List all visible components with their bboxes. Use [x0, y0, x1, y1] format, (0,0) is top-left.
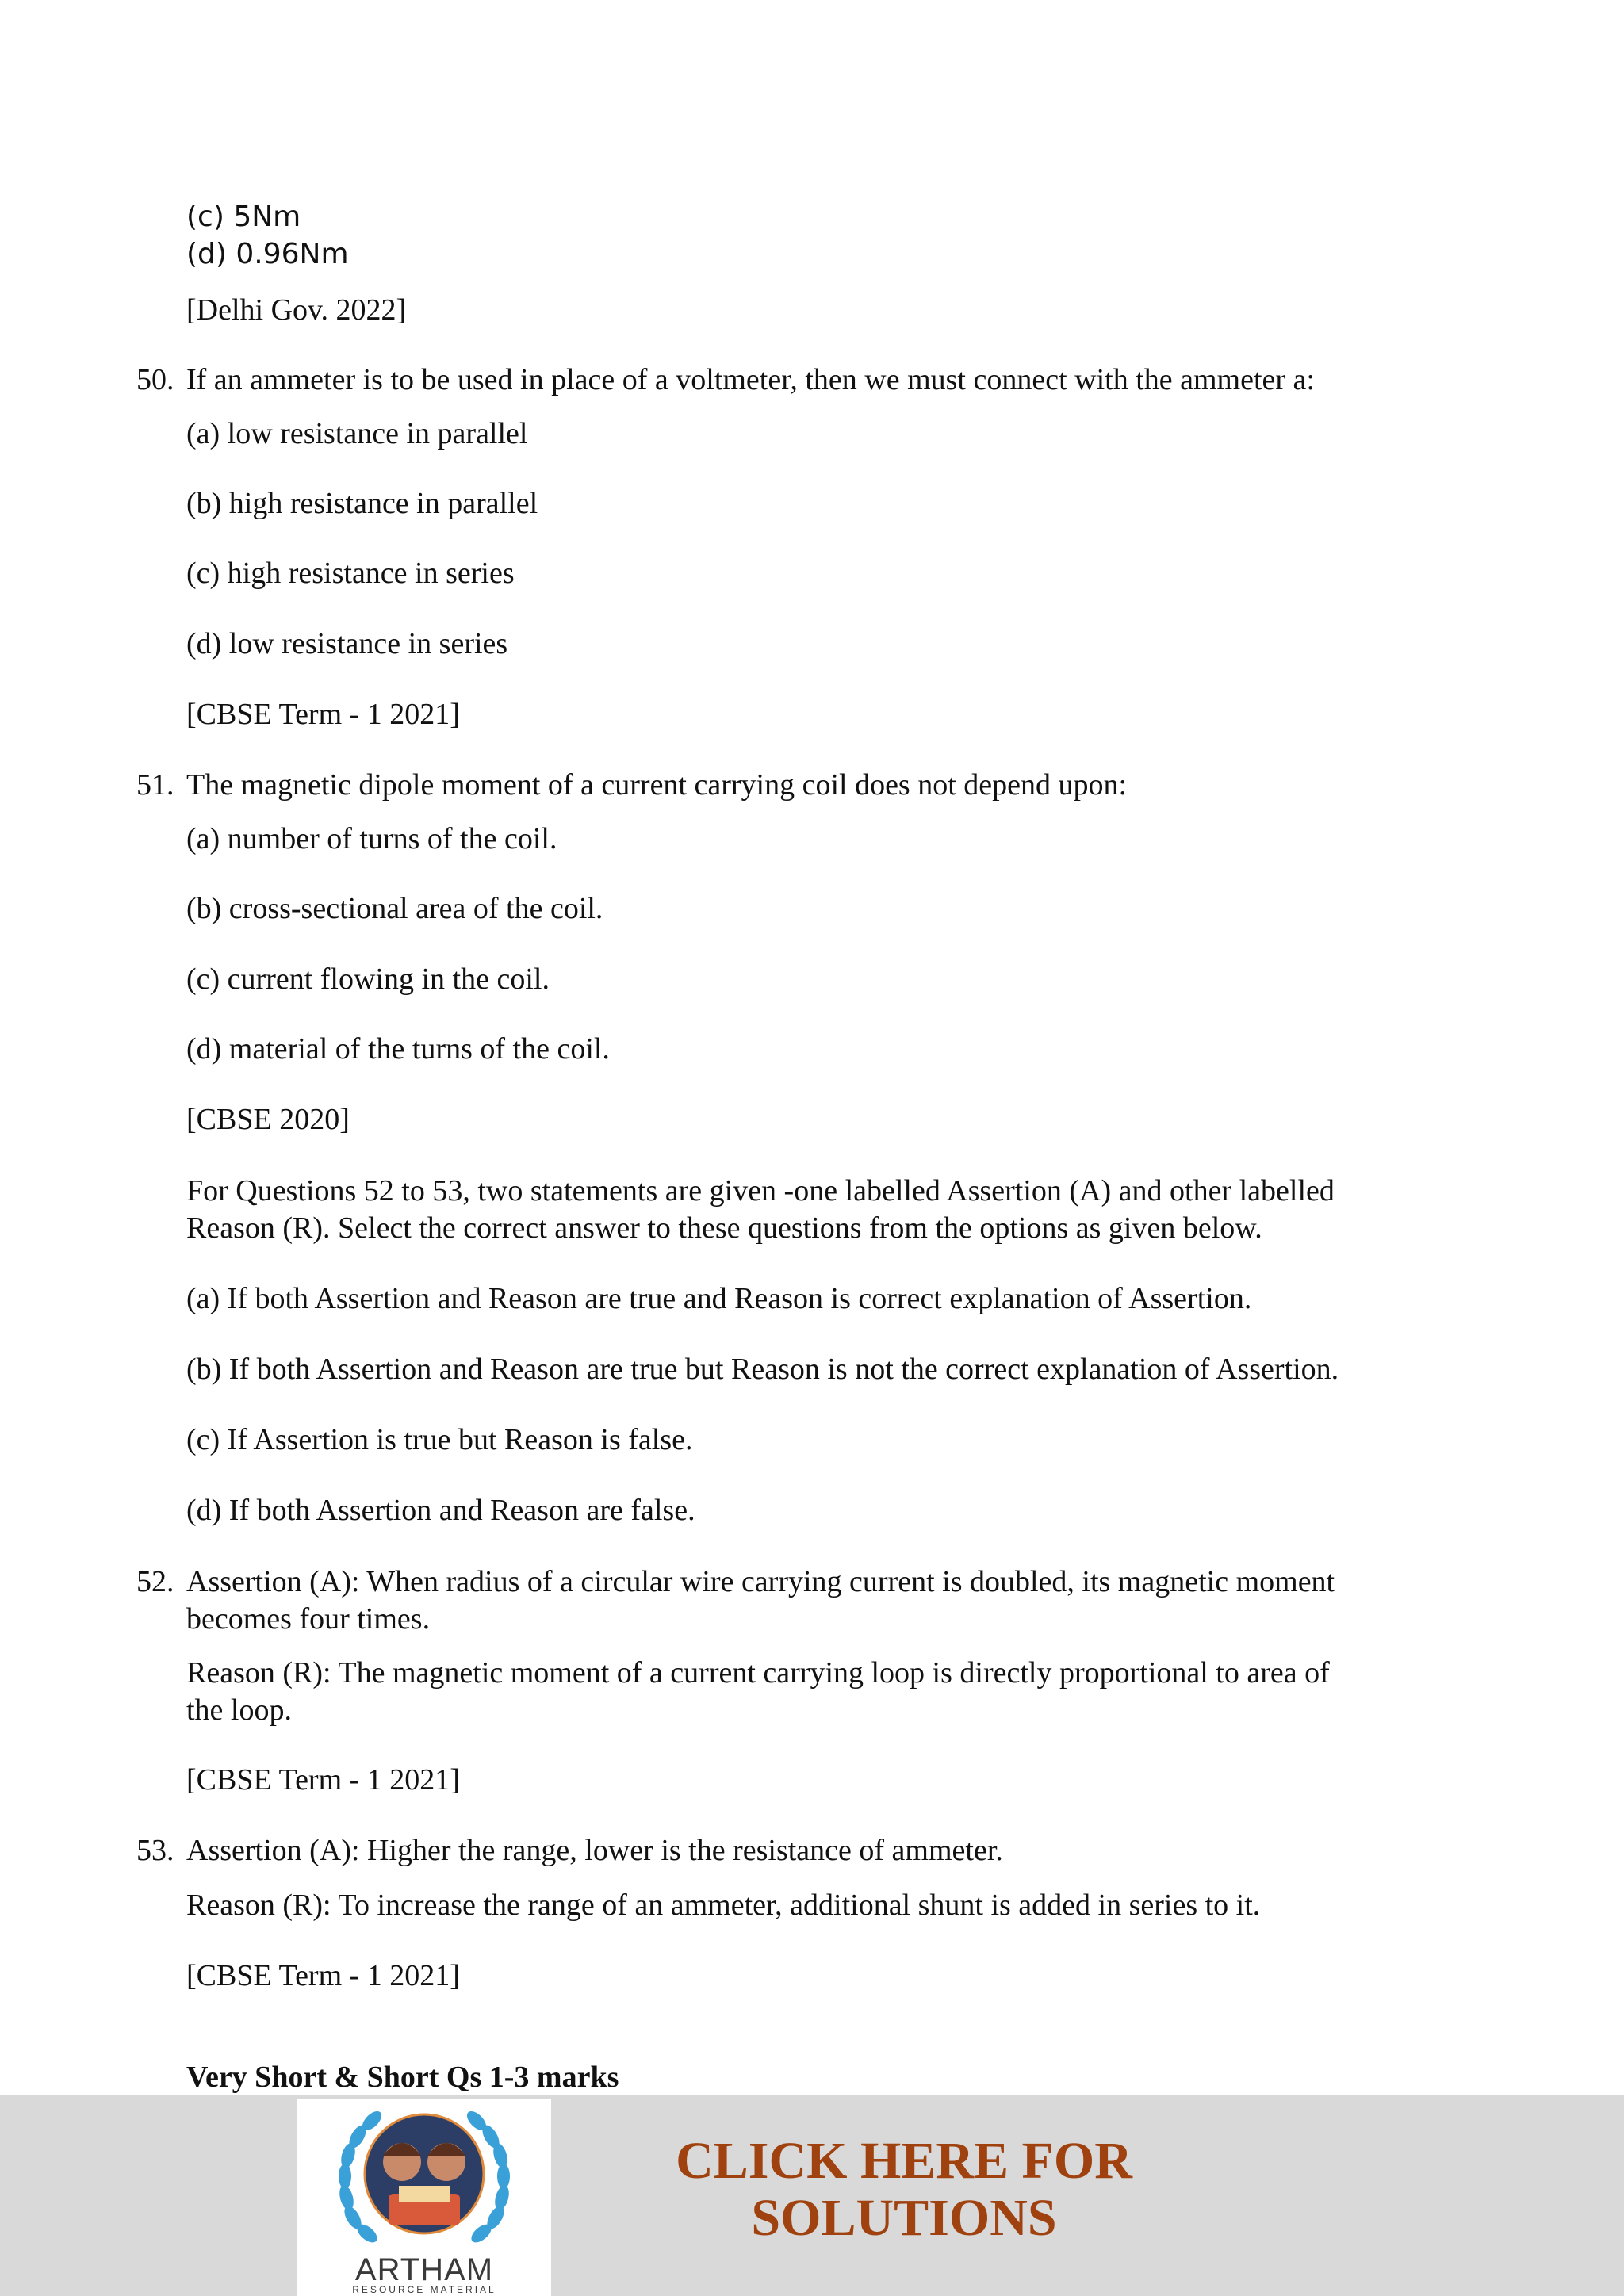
logo-subtitle: RESOURCE MATERIAL: [352, 2284, 496, 2295]
q51-option-d: (d) material of the turns of the coil.: [186, 1032, 610, 1066]
q50-option-d: (d) low resistance in series: [186, 627, 508, 660]
q52-assertion-line-2: becomes four times.: [186, 1602, 431, 1636]
q53-assertion: Assertion (A): Higher the range, lower is the resistance of ammeter.: [186, 1834, 1003, 1867]
instruction-option-b: (b) If both Assertion and Reason are true but Reason is not the correct explanation of Assertion.: [186, 1353, 1339, 1386]
q51-text: The magnetic dipole moment of a current carrying coil does not depend upon:: [186, 768, 1128, 802]
q51-option-c: (c) current flowing in the coil.: [186, 962, 550, 996]
artham-logo: [297, 2099, 551, 2296]
q50-option-c: (c) high resistance in series: [186, 557, 515, 590]
q50-option-a: (a) low resistance in parallel: [186, 417, 528, 450]
q52-number: 52.: [136, 1565, 174, 1598]
instructions-line-2: Reason (R). Select the correct answer to these questions from the options as given below.: [186, 1211, 1262, 1245]
q51-option-a: (a) number of turns of the coil.: [186, 822, 557, 855]
section-heading: Very Short & Short Qs 1-3 marks: [186, 2061, 619, 2094]
q52-reason-line-1: Reason (R): The magnetic moment of a current carrying loop is directly proportional to area of: [186, 1656, 1330, 1689]
cta-line-2: SOLUTIONS: [751, 2189, 1057, 2247]
q49-option-c: (c) 5Nm: [186, 201, 301, 233]
logo-name: ARTHAM: [354, 2252, 494, 2287]
q52-assertion-line-1: Assertion (A): When radius of a circular wire carrying current is doubled, its magnetic moment: [186, 1565, 1335, 1598]
q50-option-b: (b) high resistance in parallel: [186, 487, 538, 520]
solutions-link[interactable]: [603, 2133, 1205, 2247]
q49-option-d: (d) 0.96Nm: [186, 238, 349, 270]
q50-text: If an ammeter is to be used in place of a voltmeter, then we must connect with the ammeter a:: [186, 363, 1315, 396]
q50-number: 50.: [136, 363, 174, 396]
q52-reason-line-2: the loop.: [186, 1693, 292, 1727]
instructions-line-1: For Questions 52 to 53, two statements are given -one labelled Assertion (A) and other labelled: [186, 1174, 1335, 1207]
instruction-option-a: (a) If both Assertion and Reason are true and Reason is correct explanation of Assertion.: [186, 1282, 1252, 1315]
q51-source: [CBSE 2020]: [186, 1103, 350, 1136]
q50-source: [CBSE Term - 1 2021]: [186, 698, 460, 731]
instruction-option-d: (d) If both Assertion and Reason are false.: [186, 1494, 695, 1527]
q53-source: [CBSE Term - 1 2021]: [186, 1959, 460, 1992]
q51-number: 51.: [136, 768, 174, 802]
instruction-option-c: (c) If Assertion is true but Reason is false.: [186, 1423, 693, 1456]
q52-source: [CBSE Term - 1 2021]: [186, 1763, 460, 1797]
q53-reason: Reason (R): To increase the range of an ammeter, additional shunt is added in series to it.: [186, 1888, 1261, 1922]
q51-option-b: (b) cross-sectional area of the coil.: [186, 892, 603, 925]
q49-source: [Delhi Gov. 2022]: [186, 293, 407, 327]
q53-number: 53.: [136, 1834, 174, 1867]
cta-line-1: CLICK HERE FOR: [676, 2132, 1132, 2190]
